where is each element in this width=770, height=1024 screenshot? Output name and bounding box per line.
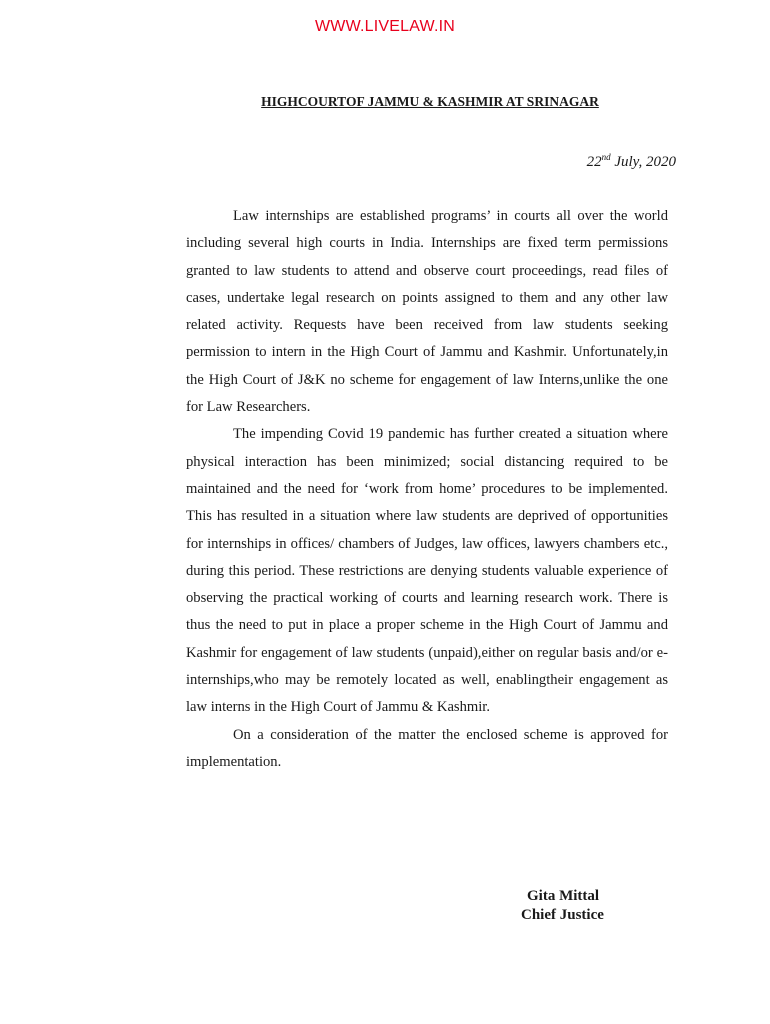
date-month-year: July, 2020 xyxy=(610,154,676,170)
signatory-name: Gita Mittal xyxy=(527,888,600,904)
document-body xyxy=(186,203,668,776)
watermark-text: WWW.LIVELAW.IN xyxy=(315,18,455,35)
paragraph-1: Law internships are established programs’ in courts all over the world including several high courts in India. Internships are fixed term permissions granted to law students to attend and observe court proceedings, read files of cases, undertake legal research on points assigned to them and any other law related activity. Requests have been received from law students seeking permission to intern in the High Court of Jammu and Kashmir. Unfortunately,in the High Court of J&K no scheme for engagement of law Interns,unlike the one for Law Researchers. xyxy=(186,208,668,416)
date-suffix: nd xyxy=(601,152,611,162)
date-day: 22 xyxy=(586,154,602,170)
document-date xyxy=(587,152,676,171)
signatory-title: Chief Justice xyxy=(521,907,604,923)
signature-block xyxy=(521,887,604,925)
paragraph-3: On a consideration of the matter the enclosed scheme is approved for implementation. xyxy=(186,726,668,770)
page-title: HIGHCOURTOF JAMMU & KASHMIR AT SRINAGAR xyxy=(261,94,599,109)
paragraph-2: The impending Covid 19 pandemic has further created a situation where physical interaction has been minimized; social distancing required to be maintained and the need for ‘work from home’ procedures to be implemented. This has resulted in a situation where law students are deprived of opportunities for internships in offices/ chambers of Judges, law offices, lawyers chambers etc., during this period. These restrictions are denying students valuable experience of observing the practical working of courts and learning research work. There is thus the need to put in place a proper scheme in the High Court of Jammu and Kashmir for engagement of law students (unpaid),either on regular basis and/or e-internships,who may be remotely located as well, enablingtheir engagement as law interns in the High Court of Jammu & Kashmir. xyxy=(186,426,668,716)
